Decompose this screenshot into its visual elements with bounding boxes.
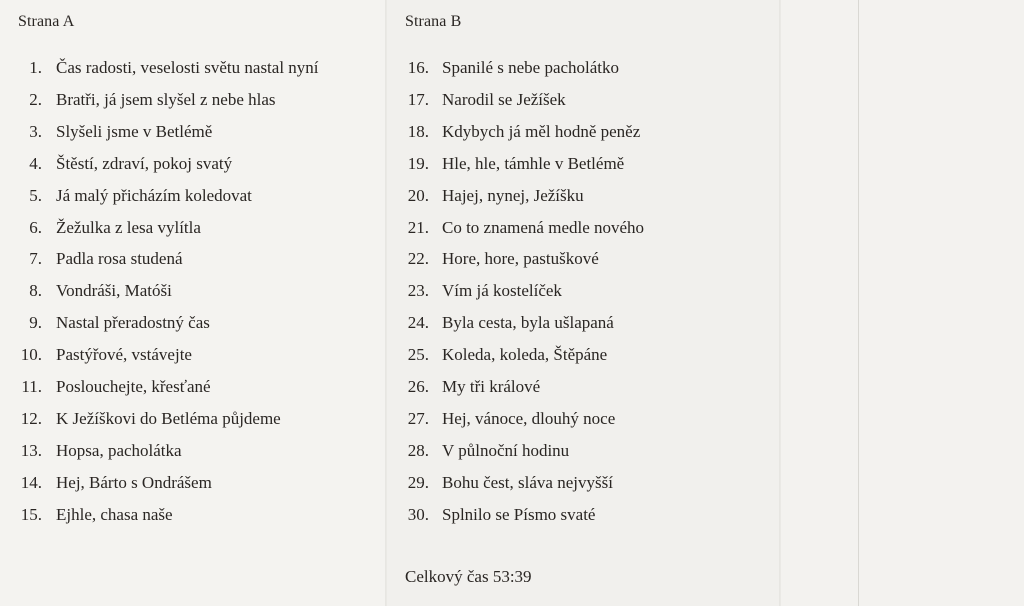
track-number: 12. — [20, 408, 42, 428]
track-number: 11. — [21, 377, 42, 396]
track-title: Vím já kostelíček — [442, 281, 562, 301]
track-title: V půlnoční hodinu — [442, 440, 570, 460]
track-title: Štěstí, zdraví, pokoj svatý — [56, 153, 233, 173]
track-number: 19. — [407, 153, 429, 173]
total-time: Celkový čas 53:39 — [405, 567, 532, 586]
track-title: Narodil se Ježíšek — [442, 89, 566, 109]
track-title: Splnilo se Písmo svaté — [442, 504, 596, 524]
track-title: Poslouchejte, křesťané — [56, 377, 211, 396]
track-number: 25. — [407, 345, 429, 365]
track-title: Hore, hore, pastuškové — [442, 249, 599, 269]
side-a-heading: Strana A — [18, 13, 75, 30]
track-number: 21. — [407, 217, 429, 237]
track-title: Nastal přeradostný čas — [56, 313, 210, 333]
spine-panel — [781, 0, 1024, 606]
track-number: 9. — [29, 313, 42, 333]
track-title: Já malý přicházím koledovat — [56, 185, 252, 205]
side-b-panel — [387, 0, 779, 606]
track-number: 6. — [29, 217, 42, 237]
track-title: Hej, Bárto s Ondrášem — [56, 472, 212, 492]
track-title: Žežulka z lesa vylítla — [56, 217, 201, 237]
track-title: Kdybych já měl hodně peněz — [442, 121, 641, 141]
track-number: 17. — [407, 89, 429, 109]
track-title: Slyšeli jsme v Betlémě — [56, 121, 213, 141]
side-b-heading: Strana B — [405, 13, 462, 30]
crease-line — [858, 0, 859, 606]
track-number: 26. — [407, 377, 429, 396]
track-number: 3. — [29, 121, 42, 141]
track-title: Hajej, nynej, Ježíšku — [442, 185, 584, 205]
track-title: Co to znamená medle nového — [442, 217, 645, 237]
track-number: 20. — [407, 185, 429, 205]
track-title: Bohu čest, sláva nejvyšší — [442, 472, 613, 492]
track-number: 7. — [29, 249, 42, 269]
track-number: 22. — [407, 249, 429, 269]
track-number: 8. — [29, 281, 42, 301]
track-number: 29. — [407, 472, 429, 492]
track-title: My tři králové — [442, 377, 541, 396]
track-title: Padla rosa studená — [56, 249, 183, 269]
track-title: Koleda, koleda, Štěpáne — [442, 345, 608, 365]
track-number: 27. — [407, 408, 429, 428]
track-title: Pastýřové, vstávejte — [56, 345, 192, 365]
track-title: Bratři, já jsem slyšel z nebe hlas — [56, 89, 276, 109]
track-number: 1. — [29, 58, 42, 77]
track-number: 16. — [407, 58, 429, 77]
track-number: 14. — [20, 472, 42, 492]
track-number: 23. — [407, 281, 429, 301]
track-title: K Ježíškovi do Betléma půjdeme — [56, 408, 281, 428]
track-title: Spanilé s nebe pacholátko — [442, 58, 620, 77]
track-number: 13. — [20, 440, 42, 460]
side-a-panel — [0, 0, 385, 606]
track-number: 10. — [20, 345, 42, 365]
track-number: 30. — [407, 504, 429, 524]
track-title: Čas radosti, veselosti světu nastal nyní — [56, 58, 319, 77]
track-title: Byla cesta, byla ušlapaná — [442, 313, 614, 333]
track-number: 5. — [29, 185, 42, 205]
track-title: Vondráši, Matóši — [56, 281, 172, 301]
track-number: 18. — [407, 121, 429, 141]
track-title: Hej, vánoce, dlouhý noce — [442, 408, 616, 428]
track-title: Hopsa, pacholátka — [56, 440, 182, 460]
track-number: 4. — [29, 153, 42, 173]
track-title: Ejhle, chasa naše — [56, 504, 173, 524]
track-number: 2. — [29, 89, 42, 109]
track-number: 15. — [20, 504, 42, 524]
track-number: 24. — [407, 313, 429, 333]
track-number: 28. — [407, 440, 429, 460]
track-title: Hle, hle, támhle v Betlémě — [442, 153, 625, 173]
